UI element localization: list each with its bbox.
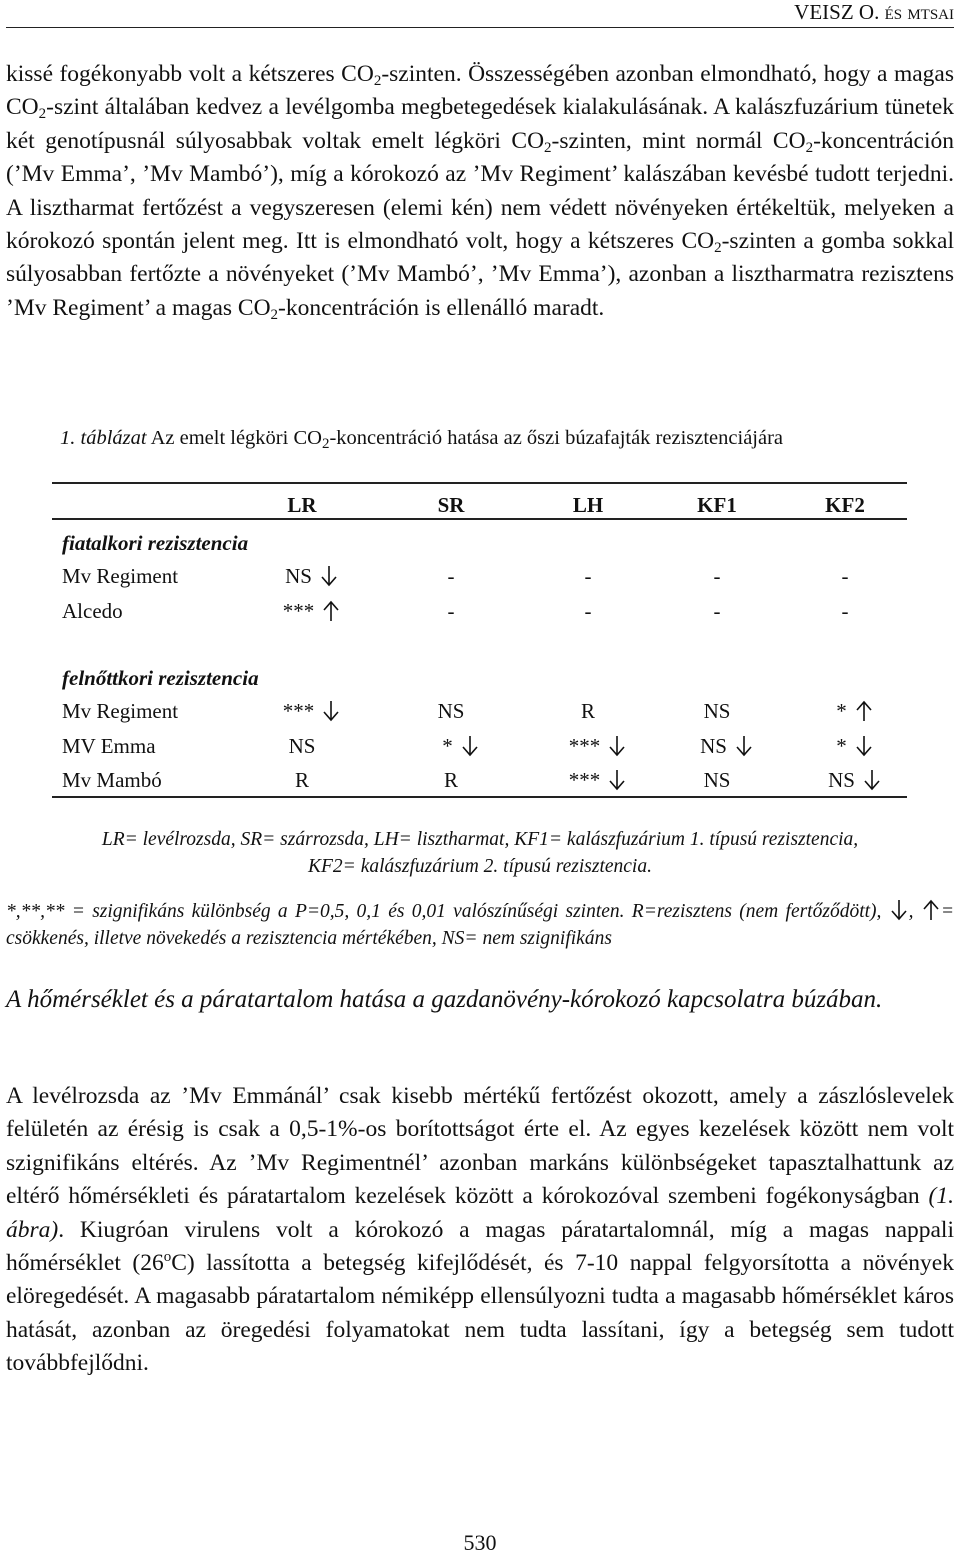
table-cell-text: - <box>584 598 592 623</box>
sig-note-separator: , <box>908 901 921 922</box>
table-cell-text: Mv Mambó <box>62 768 162 792</box>
down-arrow-icon <box>862 768 882 792</box>
abbrev-line-2: KF2= kalászfuzárium 2. típusú rezisztencia. <box>308 856 652 877</box>
table-cell-text: KF2 <box>825 493 865 517</box>
para2-text: . Kiugróan virulens volt a kórokozó a magas páratartalomnál, míg a magas nappali hőmérséklet (26 <box>6 1216 954 1277</box>
table-cell-text: NS <box>703 768 731 792</box>
table-cell-text: - <box>584 564 592 588</box>
up-arrow-icon <box>921 898 941 922</box>
subscript: 2 <box>714 240 722 257</box>
subscript: 2 <box>373 73 382 89</box>
table-cell-text: NS <box>828 768 855 792</box>
down-arrow-icon <box>734 734 754 758</box>
body-paragraph-1 <box>6 58 954 325</box>
subscript: 2 <box>805 139 814 156</box>
table-cell <box>765 767 925 793</box>
subscript: 2 <box>38 106 47 123</box>
para1-text: -koncentráción (’Mv Emma’, ’Mv Mambó’), míg a kórokozó az ’Mv Regiment’ kalászában kevésbé tudott terjedni. A lisztharmat fertőzést a vegyszeresen (elemi kén) nem védett növényeken értékeltük, melyeken a kórokozó spontán jelent meg. Itt is elmondható volt, hogy a kétszeres CO <box>6 127 954 255</box>
table-cell-text: R <box>443 768 458 792</box>
up-arrow-icon <box>854 699 874 723</box>
caption-text: -koncentráció hatása az őszi búzafajták rezisztenciájára <box>329 427 784 449</box>
table-cell <box>222 767 382 793</box>
table-row-label <box>62 767 162 793</box>
subscript: 2 <box>544 139 552 156</box>
para1-text: -koncentráción is ellenálló maradt. <box>278 294 605 321</box>
para2-text: A levélrozsda az ’Mv Emmánál’ csak kisebb mértékű fertőzést okozott, amely a zászlóslevelek felületén az érésig is csak a 0,5-1%-os borítottságot érte el. Az egyes kezelések között nem volt szignifikáns eltérés. Az ’Mv Regimentnél’ azonban markáns különbségeket tapasztalhattunk az eltérő hőmérsékleti és páratartalom kezelések között a kórokozóval szembeni fogékonyságban <box>6 1083 954 1210</box>
table-cell-text: fiatalkori rezisztencia <box>62 531 249 555</box>
table-cell <box>371 563 531 589</box>
table-cell-text: felnőttkori rezisztencia <box>62 666 259 690</box>
up-arrow-icon <box>321 599 341 623</box>
table-cell <box>371 698 531 724</box>
table-row-label <box>62 563 178 589</box>
table-cell <box>765 698 925 724</box>
superscript: o <box>163 1249 172 1266</box>
table-cell-text: * <box>836 733 847 758</box>
table-cell <box>222 563 382 589</box>
table-cell-text: *** <box>282 699 315 723</box>
para1-text: -szint általában kedvez a levélgomba megbetegedések kialakulásának. A kalászfuzárium tünetek két genotípusnál súlyosabbak voltak emelt légköri CO <box>6 94 954 154</box>
subscript: 2 <box>321 436 330 452</box>
table-cell-text: Mv Regiment <box>62 699 179 723</box>
sig-note-text: = csökkenés, illetve növekedés a rezisztencia mértékében, NS= nem szignifikáns <box>6 901 954 949</box>
table-top-rule <box>52 482 907 484</box>
para1-text: kissé fogékonyabb volt a kétszeres CO <box>6 61 374 87</box>
running-head-initial: V <box>794 0 810 24</box>
table-cell <box>222 598 382 624</box>
subscript: 2 <box>270 306 279 323</box>
sig-note-text: *,**,** = szignifikáns különbség a P=0,5, 0,1 és 0,01 valószínűségi szinten. R=rezisztens (nem fertőződött), <box>6 901 889 922</box>
table-cell-text: *** <box>282 598 315 623</box>
table-caption <box>60 424 783 452</box>
table-cell-text: - <box>447 598 455 623</box>
body-paragraph-2 <box>6 1080 954 1381</box>
table-bottom-rule <box>52 796 907 798</box>
table-cell <box>222 698 382 724</box>
table-cell-text: NS <box>703 699 731 723</box>
table-cell-text: Alcedo <box>62 598 123 623</box>
caption-text: Az emelt légköri CO <box>146 427 322 449</box>
down-arrow-icon <box>607 734 627 758</box>
section-heading: A hőmérséklet és a páratartalom hatása a gazdanövény-kórokozó kapcsolatra búzában. <box>6 986 883 1013</box>
table-label: 1. táblázat <box>60 427 147 449</box>
abbrev-line-1: LR= levélrozsda, SR= szárrozsda, LH= lisztharmat, KF1= kalászfuzárium 1. típusú rezisztencia, <box>101 829 859 850</box>
para1-text: -szinten. Összességében azonban elmondható, hogy a magas CO <box>6 61 954 121</box>
table-cell-text: - <box>841 598 849 623</box>
table-cell-text: LR <box>287 493 317 517</box>
table-cell-text: *** <box>568 768 601 792</box>
table-cell-text: NS <box>700 733 727 758</box>
table-cell-text: - <box>841 564 849 588</box>
table-row-label <box>62 598 123 624</box>
table-column-header <box>765 492 925 518</box>
table-column-header <box>222 492 382 518</box>
table-cell-text: R <box>580 699 595 723</box>
table-cell <box>371 598 531 624</box>
significance-note <box>6 898 954 952</box>
down-arrow-icon <box>460 734 480 758</box>
table-cell-text: SR <box>437 493 465 517</box>
table-cell-text: Mv Regiment <box>62 564 179 588</box>
down-arrow-icon <box>319 564 339 588</box>
table-cell <box>765 733 925 759</box>
abbreviation-note <box>6 826 954 880</box>
table-section-title <box>62 665 259 691</box>
para1-text: -szinten a gomba sokkal súlyosabban fertőzte a növényeket (’Mv Mambó’, ’Mv Emma’), azonban a lisztharmatra rezisztens ’Mv Regiment’ a magas CO <box>6 228 954 321</box>
table-column-header <box>371 492 531 518</box>
table-cell-text: MV Emma <box>62 733 156 758</box>
para2-text: C) lassította a betegség kifejlődését, és 7-10 nappal felgyorsította a növények elöregedését. A magasabb páratartalom némiképp ellensúlyozni tudta a magasabb hőmérséklet káros hatását, azonban az öregedési folyamatokat nem tudta lassítani, így a betegség sem tudott továbbfejlődni. <box>6 1250 954 1377</box>
table-cell <box>765 563 925 589</box>
table-section-title <box>62 530 248 556</box>
table-cell <box>222 733 382 759</box>
running-head <box>6 0 954 28</box>
table-cell-text: KF1 <box>697 493 737 517</box>
table-cell-text: *** <box>568 733 601 758</box>
down-arrow-icon <box>854 734 874 758</box>
down-arrow-icon <box>321 699 341 723</box>
table-cell-text: NS <box>288 733 316 758</box>
down-arrow-icon <box>889 898 909 922</box>
down-arrow-icon <box>607 768 627 792</box>
table-cell-text: - <box>447 564 455 588</box>
table-cell-text: - <box>713 564 721 588</box>
table-cell-text: LH <box>572 493 604 517</box>
figure-reference: (1. ábra) <box>6 1183 954 1243</box>
page-number: 530 <box>463 1530 497 1555</box>
table-cell-text: * <box>442 733 453 758</box>
table-cell-text: - <box>713 598 721 623</box>
para1-text: -szinten, mint normál CO <box>551 127 806 154</box>
table-cell-text: * <box>836 699 847 723</box>
table-cell <box>371 767 531 793</box>
table-cell <box>765 598 925 624</box>
running-head-text: EISZ O. és mtsai <box>809 0 954 24</box>
table-row-label <box>62 733 156 759</box>
table-cell-text: NS <box>437 699 465 723</box>
table-header-rule <box>52 518 907 520</box>
table-cell <box>371 733 531 759</box>
table-cell-text: R <box>294 768 309 792</box>
table-row-label <box>62 698 178 724</box>
table-cell-text: NS <box>285 564 312 588</box>
